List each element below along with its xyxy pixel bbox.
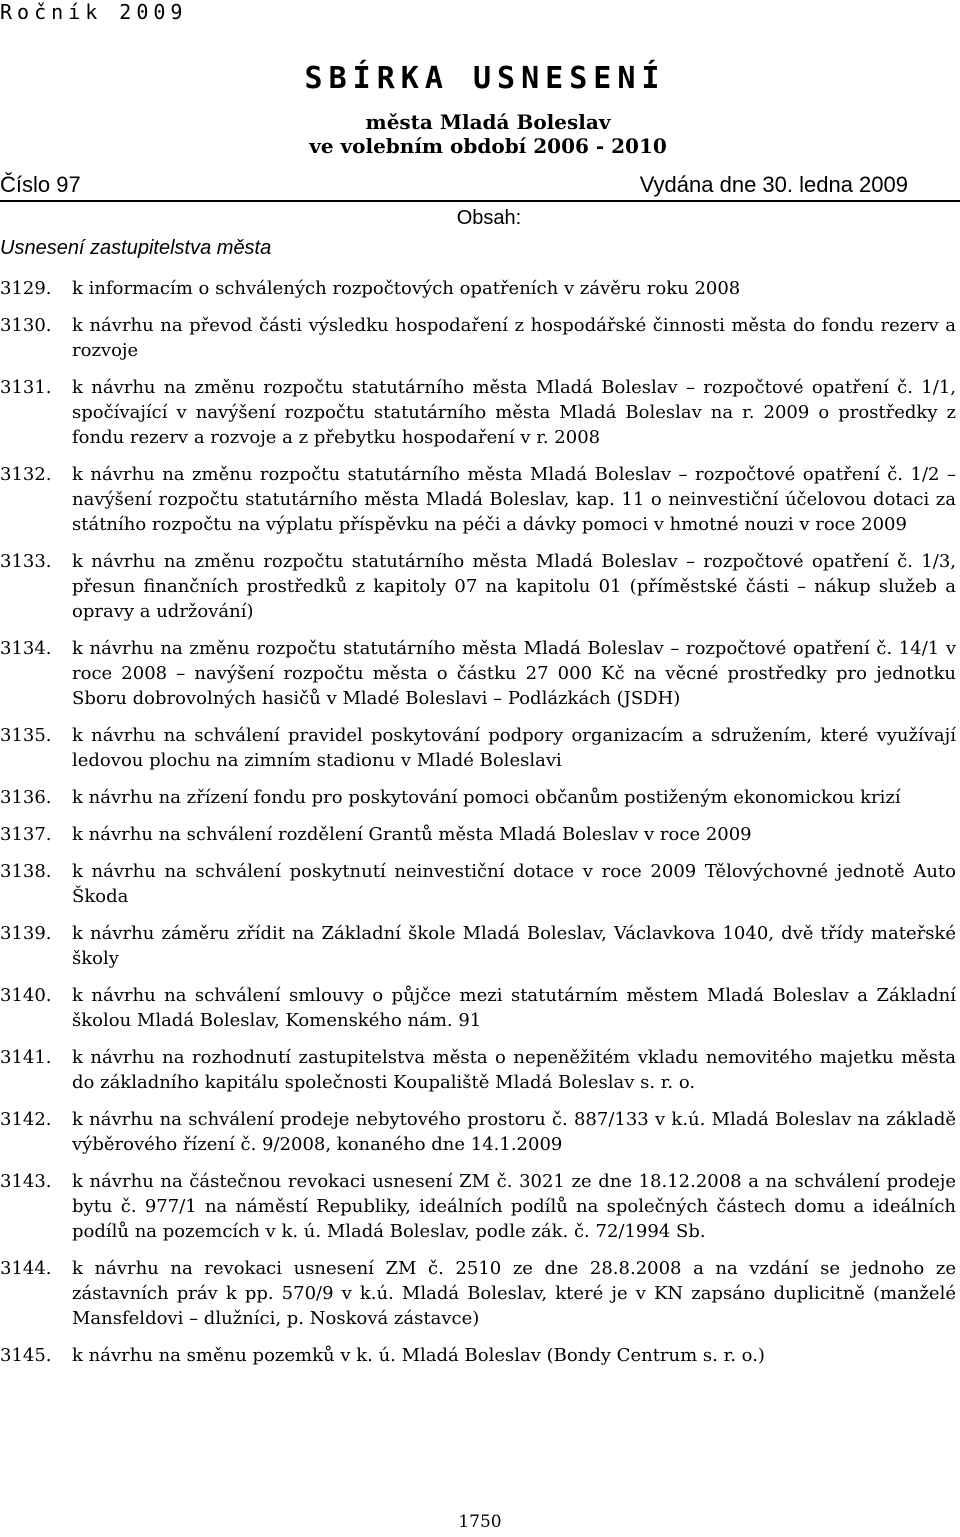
list-item [0, 549, 956, 624]
resolution-text: k návrhu na schválení pravidel poskytování podpory organizacím a sdružením, které využívají ledovou plochu na zimním stadionu v Mladé Boleslavi [72, 725, 956, 771]
subtitle-city: města Mladá Boleslav [365, 110, 611, 134]
list-item [0, 1256, 956, 1331]
resolution-number: 3138. [0, 861, 52, 882]
list-item [0, 785, 956, 810]
list-item [0, 859, 956, 909]
resolution-text: k návrhu záměru zřídit na Základní škole Mladá Boleslav, Václavkova 1040, dvě třídy mateřské školy [72, 923, 956, 969]
resolution-number: 3145. [0, 1345, 52, 1366]
resolution-text: k návrhu na schválení poskytnutí neinvestiční dotace v roce 2009 Tělovýchovné jednotě Auto Škoda [72, 861, 956, 907]
list-item [0, 723, 956, 773]
resolution-text: k návrhu na převod části výsledku hospodaření z hospodářské činnosti města do fondu rezerv a rozvoje [72, 315, 956, 361]
resolution-text: k návrhu na schválení prodeje nebytového prostoru č. 887/133 v k.ú. Mladá Boleslav na základě výběrového řízení č. 9/2008, konaného dne 14.1.2009 [72, 1109, 956, 1155]
resolution-number: 3134. [0, 638, 52, 659]
resolution-text: k návrhu na směnu pozemků v k. ú. Mladá Boleslav (Bondy Centrum s. r. o.) [72, 1345, 765, 1366]
resolution-text: k návrhu na změnu rozpočtu statutárního města Mladá Boleslav – rozpočtové opatření č. 1/3, přesun finančních prostředků z kapitoly 07 na kapitolu 01 (příměstské části – nákup služeb a opravy a udržování) [72, 551, 956, 622]
resolution-number: 3140. [0, 985, 52, 1006]
resolution-text: k návrhu na změnu rozpočtu statutárního města Mladá Boleslav – rozpočtové opatření č. 1/2 – navýšení rozpočtu statutárního města Mladá Boleslav, kap. 11 o neinvestiční účelovou dotaci za státního rozpočtu na výplatu příspěvku na péči a dávky pomoci v hmotné nouzi v roce 2009 [72, 464, 956, 535]
resolution-number: 3141. [0, 1047, 52, 1068]
list-item [0, 636, 956, 711]
resolution-text: k návrhu na změnu rozpočtu statutárního města Mladá Boleslav – rozpočtové opatření č. 1/1, spočívající v navýšení rozpočtu statutárního města Mladá Boleslav na r. 2009 o prostředky z fondu rezerv a rozvoje a z přebytku hospodaření v r. 2008 [72, 377, 956, 448]
page-number: 1750 [458, 1512, 502, 1532]
resolution-text: k návrhu na revokaci usnesení ZM č. 2510 ze dne 28.8.2008 a na vzdání se jednoho ze zástavních práv k pp. 570/9 v k.ú. Mladá Boleslav, které je v KN zapsáno duplicitně (manželé Mansfeldovi – dlužníci, p. Nosková zástavce) [72, 1258, 956, 1329]
resolution-number: 3129. [0, 278, 52, 299]
resolution-text: k návrhu na změnu rozpočtu statutárního města Mladá Boleslav – rozpočtové opatření č. 14/1 v roce 2008 – navýšení rozpočtu města o částku 27 000 Kč na věcné prostředky pro jednotku Sboru dobrovolných hasičů v Mladé Boleslavi – Podlázkách (JSDH) [72, 638, 956, 709]
issue-number: Číslo 97 [0, 172, 81, 197]
resolution-text: k návrhu na rozhodnutí zastupitelstva města o nepeněžitém vkladu nemovitého majetku města do základního kapitálu společnosti Koupaliště Mladá Boleslav s. r. o. [72, 1047, 956, 1093]
list-item [0, 921, 956, 971]
issue-date: Vydána dne 30. ledna 2009 [639, 172, 908, 197]
list-item [0, 1045, 956, 1095]
list-item [0, 462, 956, 537]
list-item [0, 1343, 956, 1368]
subtitle-period: ve volebním období 2006 - 2010 [309, 134, 667, 158]
document-title: SBÍRKA USNESENÍ [304, 61, 666, 96]
resolution-number: 3132. [0, 464, 52, 485]
list-item [0, 822, 956, 847]
resolution-number: 3131. [0, 377, 52, 398]
volume-label: Ročník 2009 [0, 0, 188, 24]
resolution-text: k návrhu na částečnou revokaci usnesení ZM č. 3021 ze dne 18.12.2008 a na schválení prodeje bytu č. 977/1 na náměstí Republiky, ideálních podílů na společných částech domu a ideálních podílů na pozemcích v k. ú. Mladá Boleslav, podle zák. č. 72/1994 Sb. [72, 1171, 956, 1242]
resolution-number: 3139. [0, 923, 52, 944]
list-item [0, 276, 956, 301]
resolution-text: k návrhu na zřízení fondu pro poskytování pomoci občanům postiženým ekonomickou krizí [72, 787, 901, 808]
header-divider [0, 200, 960, 202]
resolution-list [0, 276, 956, 1380]
resolution-text: k návrhu na schválení rozdělení Grantů města Mladá Boleslav v roce 2009 [72, 824, 752, 845]
contents-heading: Obsah: [456, 207, 522, 229]
resolution-number: 3130. [0, 315, 52, 336]
list-item [0, 313, 956, 363]
resolution-number: 3137. [0, 824, 52, 845]
resolution-text: k návrhu na schválení smlouvy o půjčce mezi statutárním městem Mladá Boleslav a Základní školou Mladá Boleslav, Komenského nám. 91 [72, 985, 956, 1031]
resolution-number: 3144. [0, 1258, 52, 1279]
resolution-number: 3136. [0, 787, 52, 808]
resolution-number: 3133. [0, 551, 52, 572]
resolution-number: 3135. [0, 725, 52, 746]
list-item [0, 1107, 956, 1157]
list-item [0, 1169, 956, 1244]
section-title: Usnesení zastupitelstva města [0, 237, 272, 259]
resolution-number: 3143. [0, 1171, 52, 1192]
list-item [0, 375, 956, 450]
list-item [0, 983, 956, 1033]
resolution-number: 3142. [0, 1109, 52, 1130]
resolution-text: k informacím o schválených rozpočtových opatřeních v závěru roku 2008 [72, 278, 741, 299]
